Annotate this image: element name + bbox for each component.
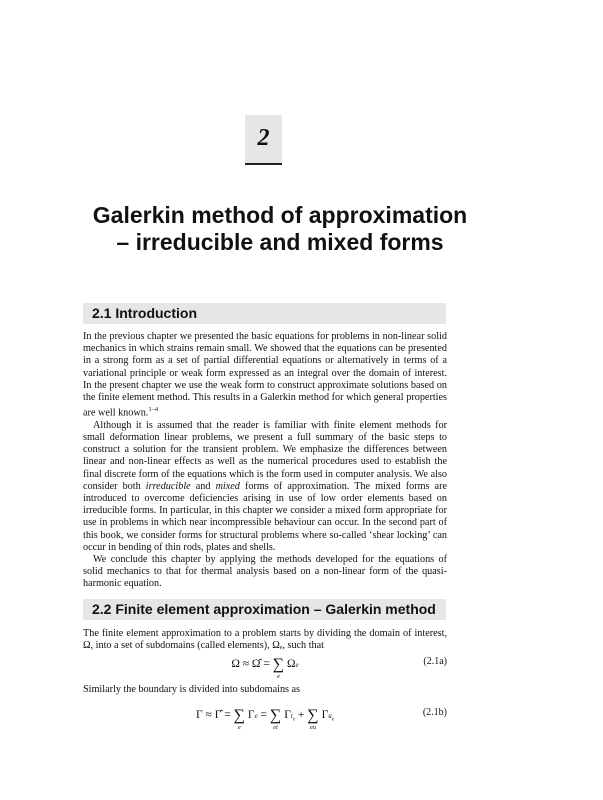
- equation-2-1b: [83, 703, 447, 731]
- paragraph: The finite element approximation to a problem starts by dividing the domain of interest, Ω, into a set of subdomains (called elements), Ωₑ, such that: [83, 628, 447, 652]
- emphasis-mixed: mixed: [215, 480, 240, 492]
- paragraph-text: Although it is assumed that the reader is familiar with finite element methods for small deformation linear problems, we present a full summary of the basic steps to construct a solution for the transient problem. We emphasize the differences between linear and non-linear effects as well as the numerical procedures used to establish the final discrete form of the equations which is the form used in computer analysis. We also consider both: [83, 419, 447, 492]
- equation-number: (2.1b): [422, 707, 447, 718]
- chapter-number-box: [245, 115, 282, 165]
- section-heading-fe-approximation: [83, 599, 446, 620]
- equation-number: (2.1a): [423, 656, 447, 667]
- paragraph-text: and: [190, 480, 216, 492]
- chapter-number: 2: [257, 125, 270, 151]
- section-label: 2.1 Introduction: [92, 305, 197, 321]
- fe-approximation-body: [83, 628, 447, 652]
- paragraph-text: forms of approximation. The mixed forms are introduced to overcome deficiencies arising in use of low order elements based on irreducible forms. In particular, in this chapter we consider a mixed form appropriate for use in problems in which near incompressible behaviour can occur. In the second part of this book, we consider forms for structural problems where so-called ‘shear locking’ can occur in bending of thin rods, plates and shells.: [83, 480, 447, 553]
- equation-2-1a: [83, 652, 447, 680]
- emphasis-irreducible: irreducible: [145, 480, 191, 492]
- paragraph: [83, 420, 447, 554]
- equation-math: Γ ≈ Γ̂ = ∑ e Γe = ∑ et $\Gamma t_e$ + ∑ eu $\Gamma u_e$: [196, 707, 334, 731]
- paragraph-text: In the previous chapter we presented the basic equations for problems in non-linear solid mechanics in which strains remain small. We showed that the equations can be presented in a strong form as a set of partial differential equations or alternatively in terms of a variational principle or weak form expressed as an integral over the domain of interest. In the present chapter we use the weak form to construct approximate solutions based on the finite element method. This results in a Galerkin method for which general properties are well known.: [83, 331, 447, 419]
- reference-superscript: 1–4: [148, 406, 159, 414]
- chapter-title-line-1: Galerkin method of approximation: [92, 202, 468, 228]
- fe-approximation-body-2: [83, 684, 447, 696]
- paragraph: We conclude this chapter by applying the methods developed for the equations of solid mechanics to that for thermal analysis based on a non-linear form of the quasi-harmonic equation.: [83, 554, 447, 590]
- section-heading-introduction: [83, 303, 446, 324]
- chapter-title-line-2: – irreducible and mixed forms: [116, 229, 444, 255]
- paragraph: [83, 331, 447, 420]
- equation-math: Ω ≈ Ω̂ = ∑ e Ωe: [231, 656, 299, 680]
- introduction-body: [83, 331, 447, 591]
- paragraph: Similarly the boundary is divided into subdomains as: [83, 684, 301, 695]
- chapter-title: [60, 202, 500, 256]
- section-label: 2.2 Finite element approximation – Galerkin method: [92, 601, 436, 617]
